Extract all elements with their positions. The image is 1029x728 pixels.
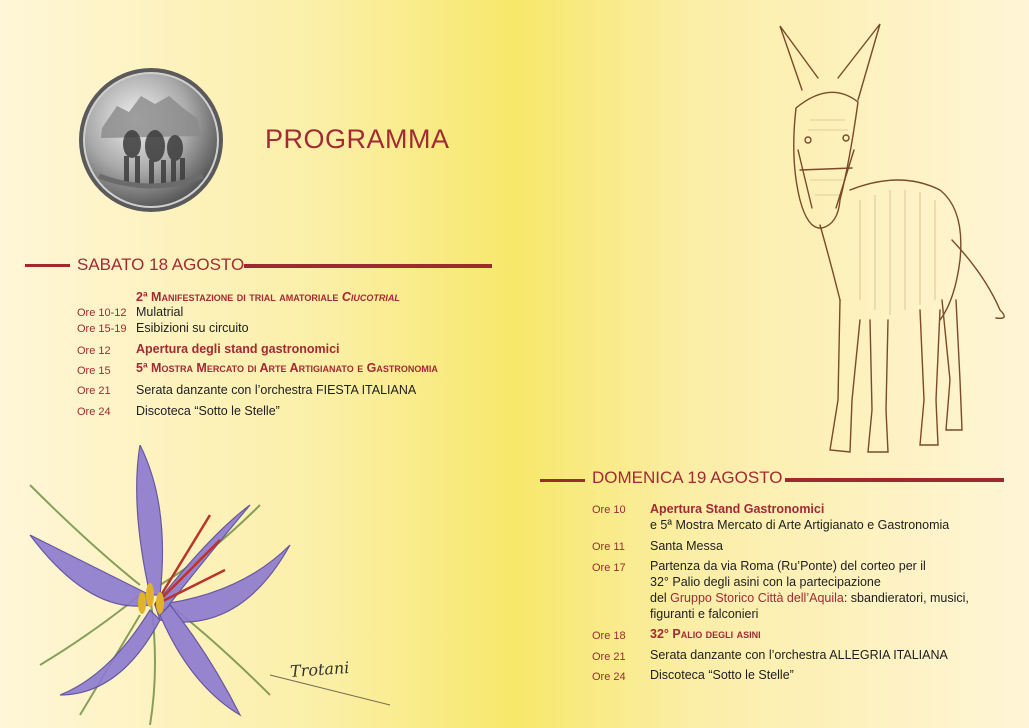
section-rule-left (25, 264, 70, 267)
schedule-event: Serata danzante con l’orchestra FIESTA ITALIANA (136, 383, 417, 397)
schedule-time: Ore 15 (77, 365, 111, 377)
schedule-event: 32° Palio degli asini (650, 627, 761, 641)
schedule-event-detail: e 5ª Mostra Mercato di Arte Artigianato e Gastronomia (650, 518, 950, 532)
schedule-event: Discoteca “Sotto le Stelle” (136, 404, 280, 418)
page-title: PROGRAMMA (265, 124, 450, 154)
schedule-event: figuranti e falconieri (650, 607, 759, 621)
historic-group-name: Gruppo Storico Città dell’Aquila (670, 591, 844, 605)
schedule-time: Ore 10-12 (77, 307, 127, 319)
schedule-time: Ore 11 (592, 541, 625, 553)
schedule-event: Santa Messa (650, 539, 723, 553)
schedule-event: Partenza da via Roma (Ru’Ponte) del corteo per il (650, 559, 926, 573)
schedule-event: Apertura degli stand gastronomici (136, 342, 340, 356)
commemorative-medal (77, 66, 225, 214)
sunday-heading: DOMENICA 19 AGOSTO (592, 468, 783, 487)
trial-title: 2ª Manifestazione di trial amatoriale (136, 290, 339, 304)
saffron-flower-illustration (10, 445, 410, 728)
trial-title-italic: Ciucotrial (341, 290, 400, 304)
schedule-time: Ore 24 (77, 406, 111, 418)
artist-signature: Trotani (289, 657, 350, 682)
schedule-time: Ore 18 (592, 630, 626, 642)
schedule-time: Ore 17 (592, 562, 626, 574)
donkey-illustration (760, 20, 1020, 465)
schedule-event (650, 591, 969, 605)
schedule-event: Serata danzante con l’orchestra ALLEGRIA ITALIANA (650, 648, 948, 662)
section-rule-left (540, 479, 585, 482)
schedule-time: Ore 24 (592, 671, 626, 683)
schedule-time: Ore 10 (592, 504, 626, 516)
section-rule-right (785, 478, 1004, 482)
schedule-event: Esibizioni su circuito (136, 321, 249, 335)
trial-heading (136, 290, 400, 304)
schedule-time: Ore 12 (77, 345, 111, 357)
schedule-time: Ore 21 (77, 385, 111, 397)
schedule-event: Apertura Stand Gastronomici (650, 502, 825, 516)
text-fragment: : sbandieratori, musici, (843, 591, 969, 605)
schedule-event: 5ª Mostra Mercato di Arte Artigianato e Gastronomia (136, 361, 438, 375)
schedule-time: Ore 21 (592, 651, 626, 663)
schedule-time: Ore 15-19 (77, 323, 127, 335)
text-fragment: del (650, 591, 671, 605)
schedule-event: Mulatrial (136, 305, 184, 319)
schedule-event: 32° Palio degli asini con la partecipazione (650, 575, 881, 589)
schedule-event: Discoteca “Sotto le Stelle” (650, 668, 794, 682)
section-rule-right (244, 264, 492, 268)
saturday-heading: SABATO 18 AGOSTO (77, 255, 245, 274)
